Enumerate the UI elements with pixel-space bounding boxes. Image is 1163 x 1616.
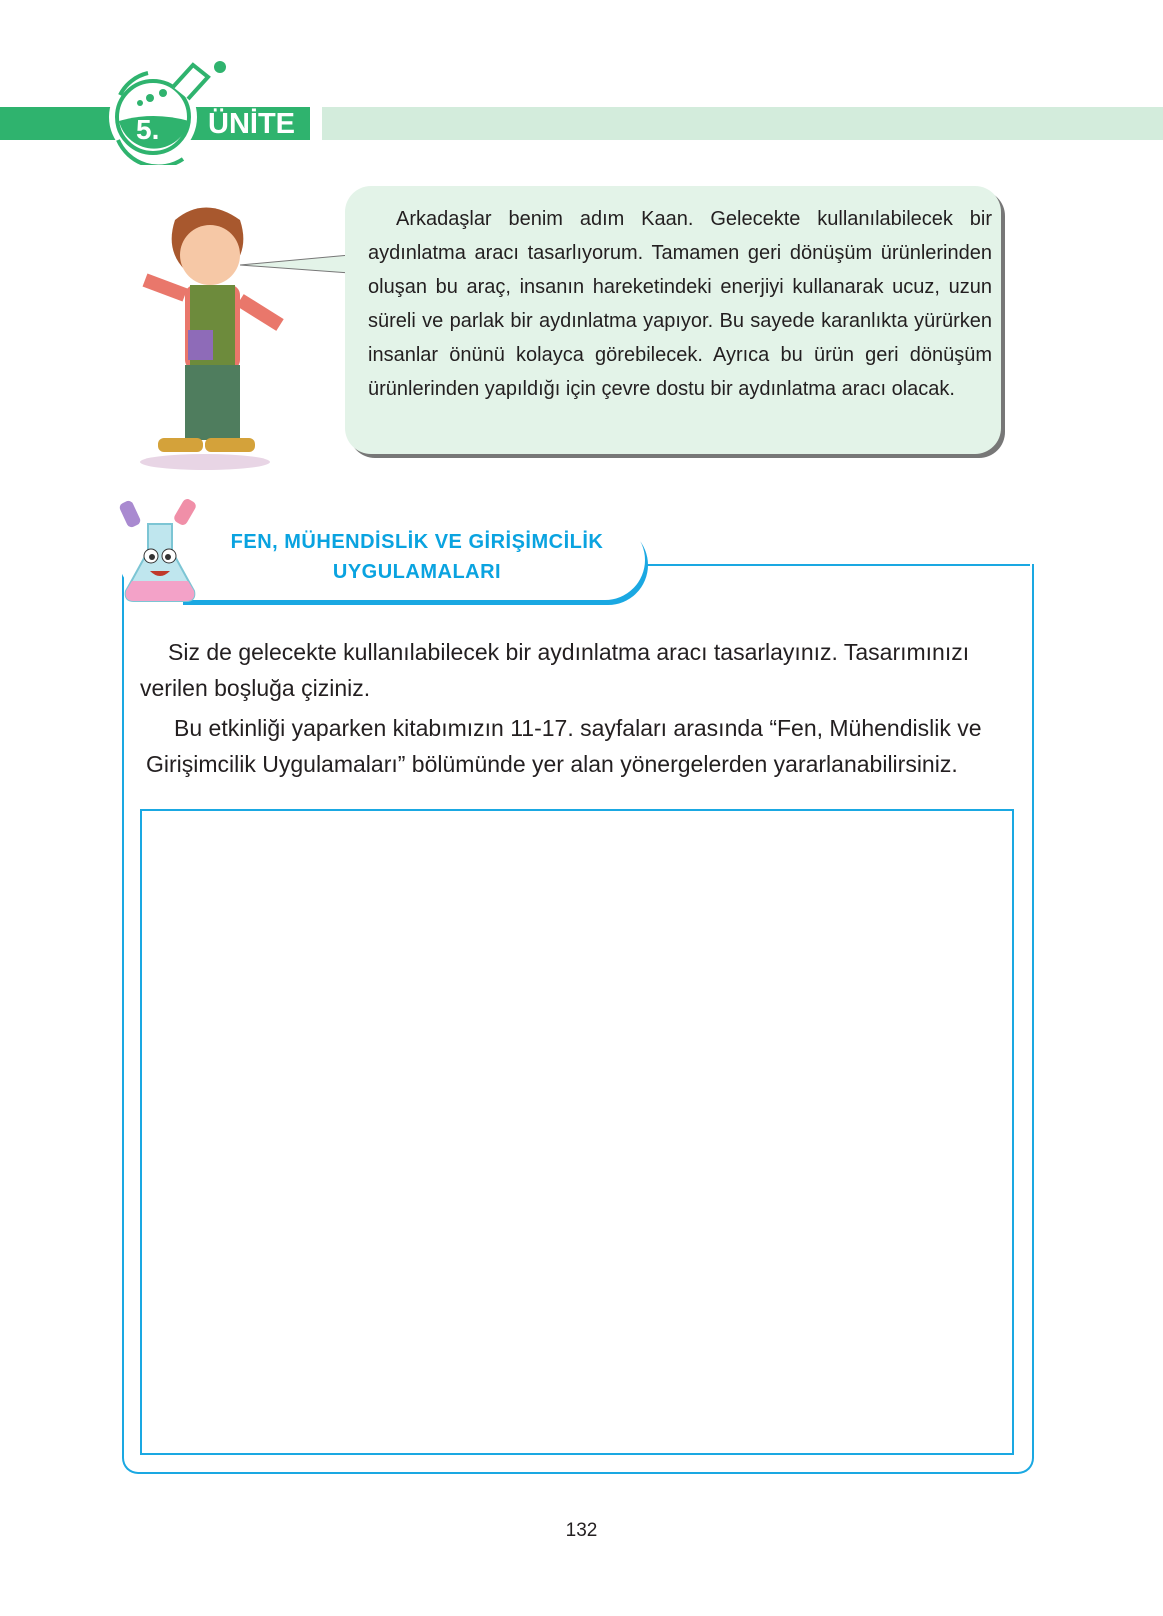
page-number: 132 (565, 1520, 598, 1541)
boy-character-illustration (130, 200, 300, 475)
reference-paragraph: Bu etkinliği yaparken kitabımızın 11-17. sayfaları arasında “Fen, Mühendislik ve Girişimcilik Uygulamaları” bölümünde yer alan yönergelerden yararlanabilirsiniz. (146, 715, 982, 777)
section-title (205, 527, 629, 587)
speech-pointer (240, 255, 350, 275)
drawing-area[interactable] (140, 809, 1014, 1455)
frame-top-line (630, 564, 1030, 566)
section-title-line1: FEN, MÜHENDİSLİK VE GİRİŞİMCİLİK (230, 531, 604, 553)
speech-bubble-text: Arkadaşlar benim adım Kaan. Gelecekte kullanılabilecek bir aydınlatma aracı tasarlıyorum. Tamamen geri dönüşüm ürünlerinden oluşan bu araç, insanın hareketindeki enerjiyi kullanarak ucuz, uzun süreli ve parlak bir aydınlatma yapıyor. Bu sayede karanlıkta yürürken insanlar önünü kolayca görebilecek. Ayrıca bu ürün geri dönüşüm ürünlerinden yapıldığı için çevre dostu bir aydınlatma aracı olacak. (368, 208, 992, 400)
unit-bar-light (322, 107, 1163, 140)
section-title-line2: UYGULAMALARI (332, 561, 502, 583)
unit-label: ÜNİTE (208, 108, 295, 140)
instruction-paragraph: Siz de gelecekte kullanılabilecek bir aydınlatma aracı tasarlayınız. Tasarımınızı verilen boşluğa çiziniz. (140, 639, 970, 701)
unit-number: 5. (136, 114, 160, 145)
flask-mascot-illustration (118, 496, 208, 611)
